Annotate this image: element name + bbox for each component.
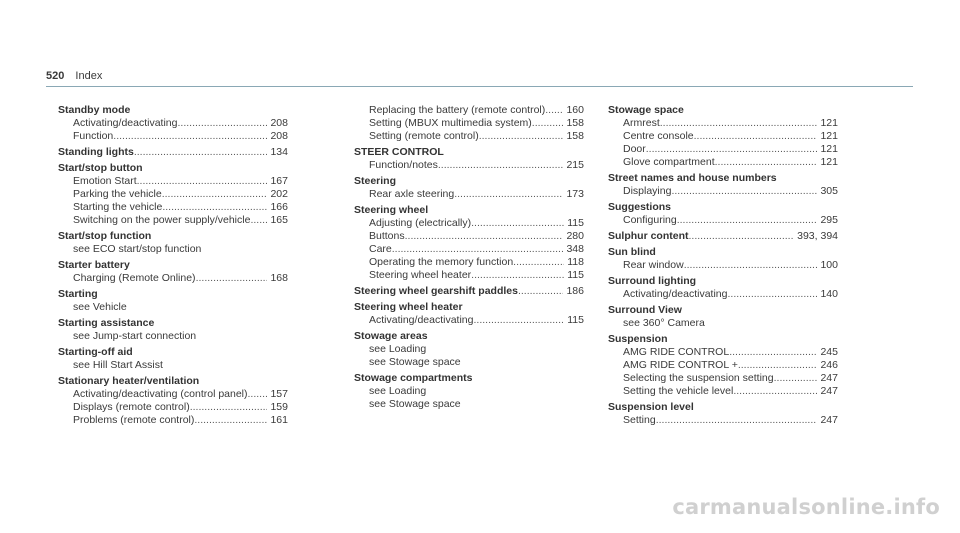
index-subentry-text: Displays (remote control) (73, 401, 190, 413)
index-entry-title-text: Sulphur content (608, 230, 689, 242)
page-reference[interactable]: 167 (270, 175, 288, 187)
page-reference[interactable]: 115 (567, 314, 584, 326)
index-subentry (608, 385, 838, 398)
index-subentry (354, 130, 584, 143)
index-subentry-text: see Hill Start Assist (73, 359, 163, 371)
index-subentry (354, 243, 584, 256)
index-subentry-text: Parking the vehicle (73, 188, 162, 200)
index-subentry-text: see Loading (369, 343, 427, 355)
index-entry-title (354, 330, 584, 343)
dot-leader (729, 346, 817, 359)
index-subentry (58, 388, 288, 401)
index-entry (58, 346, 288, 372)
page-reference[interactable]: 161 (270, 414, 288, 426)
index-entry-title (608, 104, 838, 117)
page-reference[interactable]: 121 (820, 156, 838, 168)
index-entry-title-text: STEER CONTROL (354, 146, 444, 158)
index-entry-title-text: Suspension (608, 333, 668, 345)
index-entry-title (608, 333, 838, 346)
index-subentry-text: Replacing the battery (remote control) (369, 104, 546, 116)
index-subentry-text: see Loading (369, 385, 427, 397)
page-reference[interactable]: 115 (567, 217, 584, 229)
index-subentry (58, 201, 288, 214)
index-entry-title-text: Standby mode (58, 104, 131, 116)
page-number: 520 (46, 70, 65, 82)
index-entry (58, 230, 288, 256)
index-subentry-text: Rear window (623, 259, 684, 271)
page-reference[interactable]: 247 (820, 372, 838, 384)
index-subentry (608, 156, 838, 169)
index-subentry (354, 104, 584, 117)
dot-leader (684, 259, 818, 272)
index-subentry (608, 414, 838, 427)
page-reference[interactable]: 157 (270, 388, 288, 400)
index-entry-title-text: Standing lights (58, 146, 134, 158)
index-entry (58, 317, 288, 343)
index-entry-title-text: Sun blind (608, 246, 656, 258)
index-subentry (58, 401, 288, 414)
index-subentry-text: see ECO start/stop function (73, 243, 202, 255)
index-subentry (354, 117, 584, 130)
index-entry-title (58, 346, 288, 359)
page-reference[interactable]: 121 (820, 117, 838, 129)
dot-leader (194, 414, 267, 427)
index-subentry (354, 256, 584, 269)
index-subentry (58, 117, 288, 130)
page-reference[interactable]: 115 (567, 269, 584, 281)
index-entry-title-text: Suspension level (608, 401, 694, 413)
index-entry-title-text: Steering (354, 175, 397, 187)
page-reference[interactable]: 186 (566, 285, 584, 297)
index-subentry-text: Problems (remote control) (73, 414, 195, 426)
index-subentry-text: Rear axle steering (369, 188, 455, 200)
page-reference[interactable]: 158 (566, 130, 584, 142)
dot-leader (196, 272, 268, 285)
dot-leader (454, 188, 563, 201)
index-subentry (608, 214, 838, 227)
index-subentry-text: see Stowage space (369, 398, 461, 410)
dot-leader (248, 388, 268, 401)
index-entry-title-text: Suggestions (608, 201, 672, 213)
index-subentry-text: see Stowage space (369, 356, 461, 368)
page-reference[interactable]: 348 (566, 243, 584, 255)
index-subentry-text: Adjusting (electrically) (369, 217, 472, 229)
index-entry-title (354, 372, 584, 385)
index-entry (608, 304, 838, 330)
index-subentry (58, 414, 288, 427)
index-entry-title (354, 204, 584, 217)
dot-leader (471, 217, 564, 230)
index-entry-title-text: Stowage areas (354, 330, 428, 342)
index-subentry-text: Function/notes (369, 159, 438, 171)
index-entry (608, 333, 838, 398)
index-entry-title-text: Surround View (608, 304, 682, 316)
index-subentry-text: Emotion Start (73, 175, 137, 187)
dot-leader (656, 414, 818, 427)
index-subentry (608, 259, 838, 272)
dot-leader (137, 175, 268, 188)
index-entry (58, 146, 288, 159)
index-subentry (354, 217, 584, 230)
index-entry-title-text: Stowage compartments (354, 372, 473, 384)
index-subentry (58, 214, 288, 227)
index-entry (608, 230, 838, 243)
index-subentry-text: Displaying (623, 185, 672, 197)
index-subentry (608, 359, 838, 372)
index-subentry-text: Activating/deactivating (73, 117, 178, 129)
index-entry (354, 330, 584, 369)
dot-leader (177, 117, 267, 130)
page-reference[interactable]: 202 (270, 188, 288, 200)
index-entry (354, 285, 584, 298)
index-subentry (608, 130, 838, 143)
index-cross-reference (354, 356, 584, 369)
index-cross-reference (354, 398, 584, 411)
index-entry (354, 146, 584, 172)
index-subentry-text: Glove compartment (623, 156, 715, 168)
index-cross-reference (608, 317, 838, 330)
dot-leader (473, 314, 564, 327)
index-entry (58, 288, 288, 314)
index-subentry-text: Steering wheel heater (369, 269, 472, 281)
index-entry-title (58, 104, 288, 117)
index-entry-title (58, 259, 288, 272)
index-entry (608, 201, 838, 227)
index-entry (608, 172, 838, 198)
index-subentry-text: Activating/deactivating (623, 288, 728, 300)
index-subentry-text: Buttons (369, 230, 405, 242)
dot-leader (689, 230, 795, 243)
index-entry-title (354, 146, 584, 159)
page-reference[interactable]: 166 (270, 201, 288, 213)
index-subentry (608, 372, 838, 385)
index-entry (58, 375, 288, 427)
dot-leader (190, 401, 268, 414)
dot-leader (471, 269, 564, 282)
index-subentry-text: Setting (623, 414, 656, 426)
dot-leader (738, 359, 818, 372)
index-cross-reference (354, 385, 584, 398)
index-subentry-text: Centre console (623, 130, 694, 142)
index-subentry-text: Selecting the suspension setting (623, 372, 774, 384)
index-entry (354, 175, 584, 201)
index-subentry-text: Function (73, 130, 114, 142)
dot-leader (250, 214, 267, 227)
index-subentry-text: Armrest (623, 117, 660, 129)
index-entry-title (58, 146, 288, 159)
index-subentry-text: Setting (remote control) (369, 130, 479, 142)
index-entry (608, 275, 838, 301)
index-column-1 (58, 104, 288, 427)
index-entry (354, 204, 584, 282)
index-entry-title-text: Start/stop function (58, 230, 152, 242)
index-entry-title (58, 162, 288, 175)
index-entry-title (354, 301, 584, 314)
page-reference[interactable]: 215 (566, 159, 584, 171)
index-entry-title (608, 401, 838, 414)
index-entry-title (354, 285, 584, 298)
dot-leader (677, 214, 818, 227)
index-subentry-text: see Jump-start connection (73, 330, 197, 342)
index-entry (58, 259, 288, 285)
dot-leader (392, 243, 564, 256)
page-reference[interactable]: 393, 394 (797, 230, 838, 242)
index-entry (58, 104, 288, 143)
index-subentry (608, 185, 838, 198)
page-reference[interactable]: 280 (566, 230, 584, 242)
index-cross-reference (58, 301, 288, 314)
index-entry-title (608, 275, 838, 288)
dot-leader (513, 256, 564, 269)
page-reference[interactable]: 245 (820, 346, 838, 358)
dot-leader (162, 188, 268, 201)
dot-leader (113, 130, 267, 143)
index-subentry (354, 188, 584, 201)
dot-leader (545, 104, 563, 117)
index-entry-title (608, 246, 838, 259)
index-entry-title-text: Starter battery (58, 259, 130, 271)
page-reference[interactable]: 247 (820, 385, 838, 397)
index-entry-title (608, 172, 838, 185)
index-entry-title (58, 375, 288, 388)
page-reference[interactable]: 134 (270, 146, 288, 158)
index-entry-title-text: Steering wheel (354, 204, 429, 216)
index-entry-title (58, 317, 288, 330)
index-subentry-text: Activating/deactivating (369, 314, 474, 326)
page-header (46, 70, 102, 82)
page-reference[interactable]: 305 (820, 185, 838, 197)
dot-leader (162, 201, 267, 214)
index-entry (58, 162, 288, 227)
index-entry-title-text: Surround lighting (608, 275, 697, 287)
index-subentry (58, 175, 288, 188)
dot-leader (405, 230, 564, 243)
index-entry (608, 246, 838, 272)
index-subentry-text: Operating the memory function (369, 256, 514, 268)
index-subentry-text: Setting (MBUX multimedia system) (369, 117, 532, 129)
page-reference[interactable]: 246 (820, 359, 838, 371)
dot-leader (134, 146, 268, 159)
header-divider (46, 86, 913, 87)
index-entry (354, 301, 584, 327)
index-subentry (58, 272, 288, 285)
index-entry-title (354, 175, 584, 188)
dot-leader (646, 143, 818, 156)
dot-leader (438, 159, 564, 172)
index-subentry (354, 269, 584, 282)
index-subentry-text: Starting the vehicle (73, 201, 163, 213)
page-reference[interactable]: 247 (820, 414, 838, 426)
index-entry-title-text: Street names and house numbers (608, 172, 777, 184)
index-subentry (58, 188, 288, 201)
page-reference[interactable]: 208 (270, 130, 288, 142)
index-entry-title-text: Start/stop button (58, 162, 143, 174)
index-column-3 (608, 104, 838, 427)
dot-leader (694, 130, 818, 143)
index-subentry (354, 230, 584, 243)
page-reference[interactable]: 158 (566, 117, 584, 129)
index-subentry (608, 143, 838, 156)
index-entry (354, 104, 584, 143)
index-subentry-text: see 360° Camera (623, 317, 705, 329)
page-reference[interactable]: 173 (566, 188, 584, 200)
index-entry (608, 104, 838, 169)
index-subentry-text: Charging (Remote Online) (73, 272, 196, 284)
index-entry-title (58, 288, 288, 301)
index-subentry (608, 117, 838, 130)
index-entry-title-text: Steering wheel heater (354, 301, 463, 313)
index-subentry-text: see Vehicle (73, 301, 127, 313)
index-cross-reference (58, 243, 288, 256)
watermark: carmanualsonline.info (672, 495, 940, 519)
index-subentry-text: Setting the vehicle level (623, 385, 734, 397)
page-reference[interactable]: 208 (270, 117, 288, 129)
index-cross-reference (58, 330, 288, 343)
page-reference[interactable]: 295 (820, 214, 838, 226)
dot-leader (715, 156, 818, 169)
page-reference[interactable]: 160 (566, 104, 584, 116)
dot-leader (727, 288, 817, 301)
index-subentry (608, 346, 838, 359)
index-cross-reference (58, 359, 288, 372)
index-subentry (354, 159, 584, 172)
page-reference[interactable]: 168 (270, 272, 288, 284)
page-reference[interactable]: 159 (270, 401, 288, 413)
page-reference[interactable]: 121 (820, 143, 838, 155)
dot-leader (532, 117, 564, 130)
index-subentry-text: Door (623, 143, 646, 155)
dot-leader (518, 285, 564, 298)
index-subentry-text: AMG RIDE CONTROL (623, 346, 730, 358)
index-entry (354, 372, 584, 411)
section-title: Index (75, 70, 103, 82)
index-entry-title-text: Steering wheel gearshift paddles (354, 285, 518, 297)
index-entry-title-text: Starting (58, 288, 98, 300)
index-entry-title-text: Stowage space (608, 104, 684, 116)
page-reference[interactable]: 165 (270, 214, 288, 226)
index-entry-title (608, 201, 838, 214)
index-entry-title-text: Stationary heater/ventilation (58, 375, 200, 387)
index-entry-title (608, 230, 838, 243)
page-reference[interactable]: 121 (820, 130, 838, 142)
index-subentry (58, 130, 288, 143)
index-subentry-text: Activating/deactivating (control panel) (73, 388, 248, 400)
index-entry-title (608, 304, 838, 317)
page-reference[interactable]: 100 (820, 259, 838, 271)
index-entry-title (58, 230, 288, 243)
page-reference[interactable]: 140 (820, 288, 838, 300)
dot-leader (671, 185, 817, 198)
dot-leader (774, 372, 818, 385)
index-subentry-text: AMG RIDE CONTROL + (623, 359, 738, 371)
index-subentry (608, 288, 838, 301)
index-subentry-text: Switching on the power supply/vehicle (73, 214, 251, 226)
index-entry-title-text: Starting-off aid (58, 346, 133, 358)
dot-leader (479, 130, 564, 143)
index-subentry-text: Care (369, 243, 392, 255)
page-reference[interactable]: 118 (567, 256, 584, 268)
dot-leader (733, 385, 817, 398)
index-entry (608, 401, 838, 427)
index-subentry-text: Configuring (623, 214, 677, 226)
index-cross-reference (354, 343, 584, 356)
index-entry-title-text: Starting assistance (58, 317, 155, 329)
index-column-2 (354, 104, 584, 411)
dot-leader (660, 117, 818, 130)
index-subentry (354, 314, 584, 327)
